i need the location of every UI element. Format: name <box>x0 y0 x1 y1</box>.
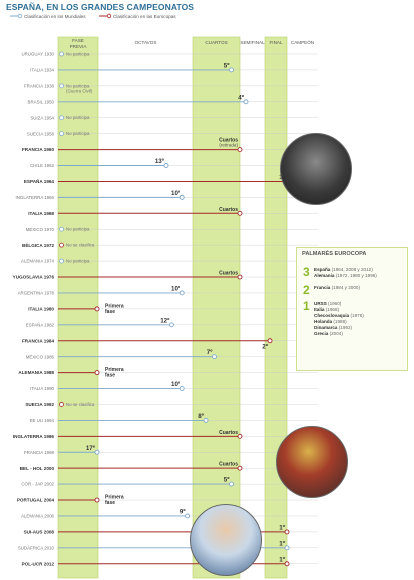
result-label: 5º <box>223 62 230 70</box>
row-note: No participa <box>66 226 90 232</box>
legend-world-marker <box>18 14 22 18</box>
result-label: Primera <box>105 367 124 374</box>
palmares-entry: Dinamarca (1992) <box>314 325 353 330</box>
stage-header-0: FASE <box>72 38 84 43</box>
result-marker <box>169 323 173 327</box>
row-label: URUGUAY 1930 <box>21 51 54 57</box>
result-marker <box>244 100 248 104</box>
result-marker <box>180 291 184 295</box>
result-label: Cuartos <box>219 461 238 468</box>
result-label: 17º <box>85 444 95 452</box>
result-marker <box>95 371 99 375</box>
row-note: No se clasifica <box>66 401 95 407</box>
stage-band-cuartos <box>193 37 240 578</box>
result-label: 10º <box>171 381 181 389</box>
result-marker <box>238 211 242 215</box>
result-label: Cuartos <box>219 137 238 144</box>
row-note: No participa <box>66 83 90 89</box>
result-label: 9º <box>179 508 186 516</box>
row-label: INGLATERRA 1996 <box>12 433 54 439</box>
result-marker <box>285 530 289 534</box>
result-label: 13º <box>154 158 164 166</box>
stage-header-3: SEMIFINAL <box>240 40 265 45</box>
palmares-group <box>303 301 407 337</box>
result-label: Cuartos <box>219 206 238 213</box>
no-participation-marker <box>60 132 64 136</box>
no-participation-marker <box>60 52 64 56</box>
stage-header-5: CAMPEÓN <box>290 40 315 45</box>
palmares-entry: España (1964, 2008 y 2012) <box>314 267 373 272</box>
row-label: INGLATERRA 1966 <box>15 194 54 200</box>
result-label: 2º <box>262 343 268 351</box>
row-label: EE UU 1994 <box>29 417 54 423</box>
row-label: SUECIA 1992 <box>25 402 54 408</box>
result-marker <box>238 434 242 438</box>
row-label: FRANCIA 1998 <box>23 449 54 455</box>
team-photo-1964 <box>280 133 352 205</box>
palmares-entry: Grecia (2004) <box>314 331 343 336</box>
palmares-entry: Alemania (1972, 1980 y 1996) <box>314 273 377 278</box>
result-marker <box>230 68 234 72</box>
row-label: MÉXICO 1970 <box>25 226 54 232</box>
result-label: 1º <box>279 556 285 564</box>
player-photo <box>190 504 262 576</box>
result-marker <box>213 355 217 359</box>
palmares-group <box>303 285 407 295</box>
legend-world-label: Clasificación en los Mundiales <box>24 14 86 19</box>
row-note: No se clasifica <box>66 242 95 248</box>
result-marker <box>268 339 272 343</box>
palmares-entry: Francia (1984 y 2000) <box>314 285 360 290</box>
result-label-line2: fase <box>105 500 116 507</box>
row-label: ALEMANIA 1974 <box>21 258 54 264</box>
palmares-entry: Italia (1968) <box>314 307 340 312</box>
row-label: SUIZA 1954 <box>30 115 54 121</box>
no-participation-marker <box>60 84 64 88</box>
result-label-line2: (retirada) <box>219 142 238 148</box>
result-marker <box>204 418 208 422</box>
row-label: SUI-AUS 2008 <box>23 529 54 535</box>
result-marker <box>285 546 289 550</box>
stage-header-1: OCTAVOS <box>134 40 157 45</box>
stage-band-final <box>265 37 287 578</box>
result-label: 10º <box>171 189 181 197</box>
row-note: No participa <box>66 115 90 121</box>
palmares-title-count: 1 <box>303 299 310 313</box>
row-label: ESPAÑA 1964 <box>23 179 54 185</box>
row-label: ITALIA 1934 <box>30 67 54 73</box>
row-label: FRANCIA 1938 <box>23 83 54 89</box>
palmares-entry: Checoslovaquia (1976) <box>314 313 364 318</box>
row-note: No participa <box>66 51 90 57</box>
result-label: 1º <box>279 524 285 532</box>
row-label: ITALIA 1980 <box>28 306 54 312</box>
result-marker <box>95 450 99 454</box>
result-label: 10º <box>171 285 181 293</box>
row-label: YUGOSLAVIA 1976 <box>12 274 54 280</box>
row-label: ALEMANIA 2006 <box>21 513 54 519</box>
result-label-line2: fase <box>105 308 116 315</box>
palmares-group <box>303 267 407 279</box>
stage-header-4: FINAL <box>269 40 283 45</box>
result-label: Primera <box>105 303 124 310</box>
result-label: Primera <box>105 494 124 501</box>
no-participation-marker <box>60 243 64 247</box>
row-label: CHILE 1962 <box>30 163 54 169</box>
trophy-celebration-photo <box>276 426 348 498</box>
result-marker <box>238 148 242 152</box>
row-note: No participa <box>66 131 90 137</box>
result-marker <box>95 307 99 311</box>
no-participation-marker <box>60 116 64 120</box>
stage-header-0-line2: PREVIA <box>69 44 87 49</box>
result-marker <box>164 164 168 168</box>
row-note: No participa <box>66 258 90 264</box>
legend-euro-label: Clasificación en las Eurocopas <box>113 14 176 19</box>
result-marker <box>238 466 242 470</box>
palmares-entry: URSS (1960) <box>314 301 342 306</box>
row-label: MÉXICO 1986 <box>25 354 54 360</box>
row-label: SUECIA 1958 <box>26 131 54 137</box>
result-marker <box>180 195 184 199</box>
chart-title: ESPAÑA, EN LOS GRANDES CAMPEONATOS <box>6 2 195 12</box>
palmares-title: PALMARÉS EUROCOPA <box>302 251 367 257</box>
result-label: 12º <box>160 317 170 325</box>
palmares-entry: Holanda (1988) <box>314 319 347 324</box>
palmares-title-count: 3 <box>303 265 310 279</box>
stage-header-2: CUARTOS <box>205 40 228 45</box>
palmares-box <box>296 247 408 371</box>
result-marker <box>186 514 190 518</box>
result-marker <box>285 562 289 566</box>
row-label: FRANCIA 1984 <box>22 338 54 344</box>
result-marker <box>230 482 234 486</box>
row-label: ARGENTINA 1978 <box>17 290 54 296</box>
row-label: COR - JAP 2002 <box>21 481 54 487</box>
result-label: 7º <box>206 349 213 357</box>
result-label: 8º <box>198 412 204 420</box>
result-marker <box>238 275 242 279</box>
row-label: ITALIA 1968 <box>28 210 54 216</box>
no-participation-marker <box>60 259 64 263</box>
no-participation-marker <box>60 227 64 231</box>
result-label: 4º <box>238 94 244 102</box>
row-label: POL-UCR 2012 <box>21 561 54 567</box>
row-label: ESPAÑA 1982 <box>25 322 54 328</box>
row-label: FRANCIA 1960 <box>22 147 54 153</box>
result-label-line2: fase <box>105 372 116 379</box>
result-label: Cuartos <box>219 429 238 436</box>
result-marker <box>95 498 99 502</box>
row-label: BÉLGICA 1972 <box>22 242 54 248</box>
no-participation-marker <box>60 402 64 406</box>
row-label: BEL - HOL 2000 <box>19 465 54 471</box>
result-label: 1º <box>279 540 285 548</box>
row-label: ITALIA 1990 <box>30 386 54 392</box>
result-marker <box>180 387 184 391</box>
legend-euro-marker <box>107 14 111 18</box>
row-label: SUDÁFRICA 2010 <box>17 545 54 551</box>
row-label: PORTUGAL 2004 <box>16 497 54 503</box>
row-label: ALEMANIA 1988 <box>18 370 54 376</box>
row-note-line2: (Guerra Civil) <box>66 88 93 94</box>
row-label: BRASIL 1950 <box>27 99 54 105</box>
result-label: 5º <box>223 476 230 484</box>
palmares-title-count: 2 <box>303 283 310 297</box>
result-label: Cuartos <box>219 270 238 277</box>
